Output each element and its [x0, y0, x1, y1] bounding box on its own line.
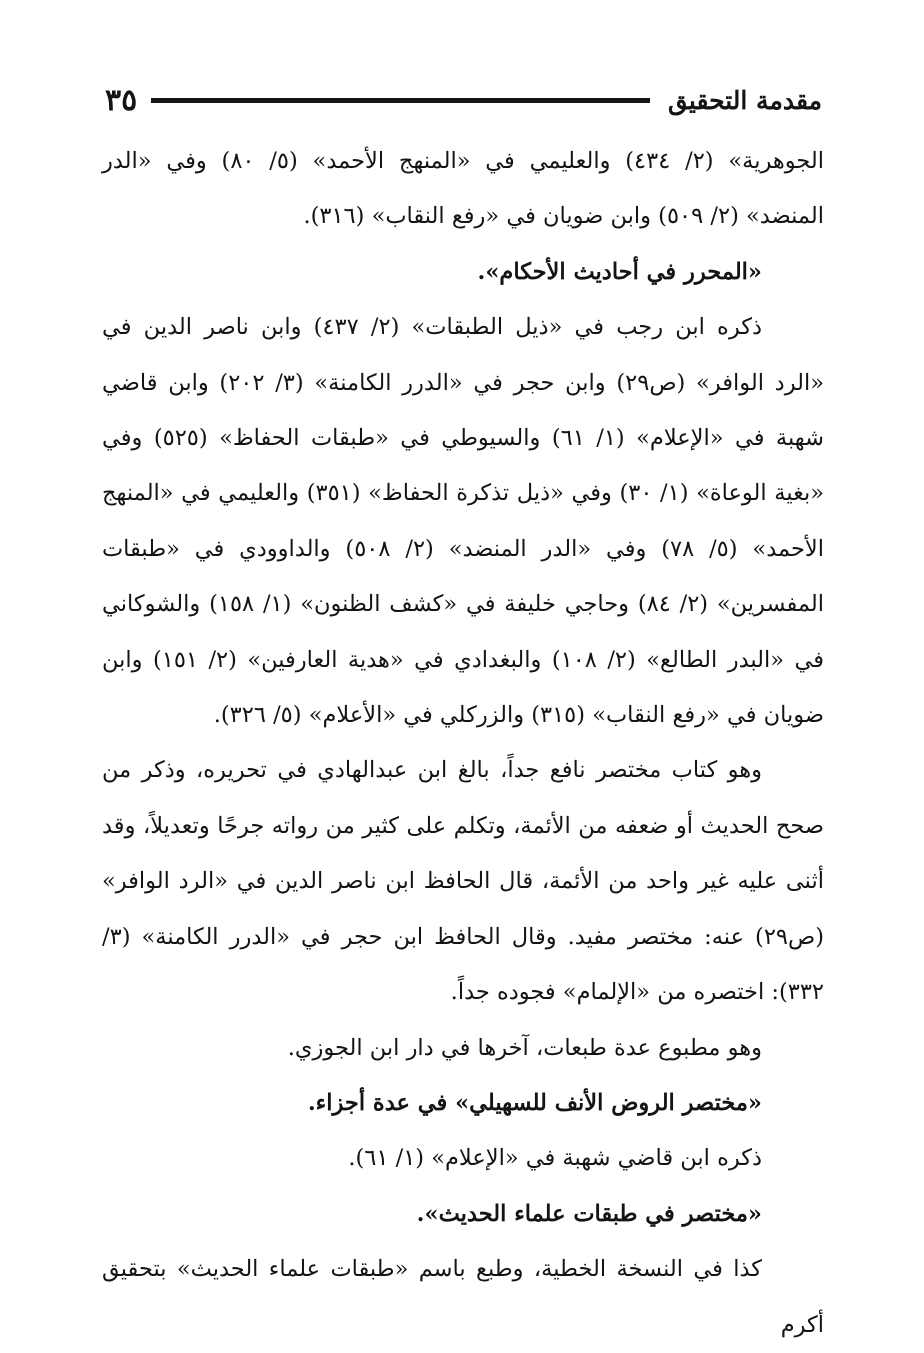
paragraph-tabaqat: كذا في النسخة الخطية، وطبع باسم «طبقات علماء الحديث» بتحقيق أكرم [102, 1256, 824, 1338]
page-header [105, 78, 822, 122]
paragraph-description: وهو كتاب مختصر نافع جداً، بالغ ابن عبدالهادي في تحريره، وذكر من صحح الحديث أو ضعفه من الأئمة، وتكلم على كثير من رواته جرحًا وتعديلاً، وقد أثنى عليه غير واحد من الأئمة، قال الحافظ ابن ناصر الدين في «الرد الوافر» (ص٢٩) عنه: مختصر مفيد. وقال الحافظ ابن حجر في «الدرر الكامنة» (٣/ ٣٣٢): اختصره من «الإلمام» فجوده جداً. [102, 757, 824, 1006]
page-number: ٣٥ [105, 82, 138, 118]
body-text [102, 134, 824, 1353]
header-rule [151, 98, 650, 103]
book-title-rawd: «مختصر الروض الأنف للسهيلي» في عدة أجزاء. [307, 1089, 762, 1116]
paragraph-printing: وهو مطبوع عدة طبعات، آخرها في دار ابن الجوزي. [287, 1034, 762, 1061]
book-title-tabaqat: «مختصر في طبقات علماء الحديث». [416, 1200, 762, 1227]
paragraph-sources: ذكره ابن رجب في «ذيل الطبقات» (٢/ ٤٣٧) وابن ناصر الدين في «الرد الوافر» (ص٢٩) وابن حجر في «الدرر الكامنة» (٣/ ٢٠٢) وابن قاضي شهبة في «الإعلام» (١/ ٦١) والسيوطي في «طبقات الحفاظ» (٥٢٥) وفي «بغية الوعاة» (١/ ٣٠) وفي «ذيل تذكرة الحفاظ» (٣٥١) والعليمي في «المنهج الأحمد» (٥/ ٧٨) وفي «الدر المنضد» (٢/ ٥٠٨) والداوودي في «طبقات المفسرين» (٢/ ٨٤) وحاجي خليفة في «كشف الظنون» (١/ ١٥٨) والشوكاني في «البدر الطالع» (٢/ ١٠٨) والبغدادي في «هدية العارفين» (٢/ ١٥١) وابن ضويان في «رفع النقاب» (٣١٥) والزركلي في «الأعلام» (٥/ ٣٢٦). [102, 314, 825, 729]
running-title: مقدمة التحقيق [668, 85, 822, 115]
paragraph-continuation: الجوهرية» (٢/ ٤٣٤) والعليمي في «المنهج الأحمد» (٥/ ٨٠) وفي «الدر المنضد» (٢/ ٥٠٩) وابن ضويان في «رفع النقاب» (٣١٦). [102, 148, 824, 230]
paragraph-rawd-source: ذكره ابن قاضي شهبة في «الإعلام» (١/ ٦١). [348, 1145, 762, 1172]
book-title-muharrar: «المحرر في أحاديث الأحكام». [477, 258, 762, 285]
